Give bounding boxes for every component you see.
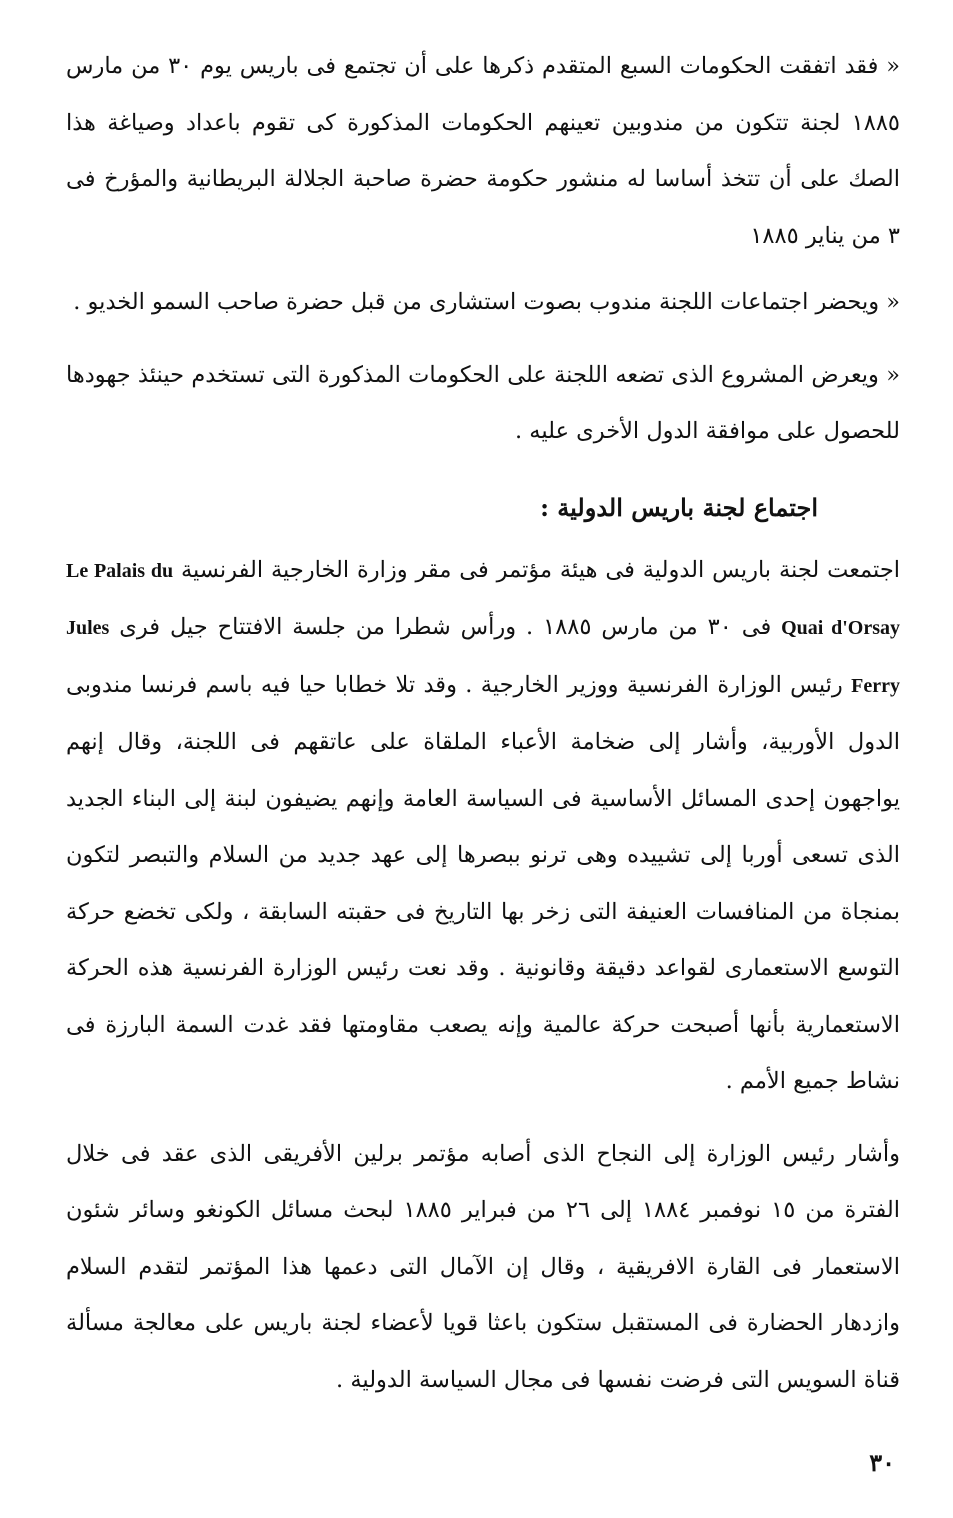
latin-term-quai-dorsay: Le Palais du Quai d'Orsay — [66, 559, 901, 639]
quote-paragraph-1: « فقد اتفقت الحكومات السبع المتقدم ذكرها على أن تجتمع فى باريس يوم ٣٠ من مارس ١٨٨٥ لجنة تتكون من مندوبين تعينهم الحكومات المذكورة كى تقوم باعداد وصياغة هذا الصك على أن تتخذ أساسا له منشور حكومة حضرة صاحبة الجلالة البريطانية والمؤرخ فى ٣ من يناير ١٨٨٥ — [66, 53, 900, 249]
page-body — [66, 38, 900, 1408]
latin-term-jules-ferry: Jules Ferry — [66, 617, 900, 697]
quote-paragraph-2: « ويحضر اجتماعات اللجنة مندوب بصوت استشارى من قبل حضرة صاحب السمو الخديو . — [73, 289, 900, 315]
page-number: ٣٠ — [869, 1448, 895, 1477]
body-paragraph-1-part-b: فى ٣٠ من مارس ١٨٨٥ . ورأس شطرا من جلسة الافتتاح جيل فرى — [119, 614, 772, 640]
body-paragraph-1-part-a: اجتمعت لجنة باريس الدولية فى هيئة مؤتمر فى مقر وزارة الخارجية الفرنسية — [180, 556, 901, 583]
quote-paragraph-3: « ويعرض المشروع الذى تضعه اللجنة على الحكومات المذكورة التى تستخدم حينئذ جهودها للحصول على موافقة الدول الأخرى عليه . — [66, 361, 900, 444]
body-paragraph-2: وأشار رئيس الوزارة إلى النجاح الذى أصابه مؤتمر برلين الأفريقى الذى عقد فى خلال الفترة من ١٥ نوفمبر ١٨٨٤ إلى ٢٦ من فبراير ١٨٨٥ لبحث مسائل الكونغو وسائر شئون الاستعمار فى القارة الافريقية ، وقال إن الآمال التى دعمها هذا المؤتمر لتقدم السلام وازدهار الحضارة فى المستقبل ستكون باعثا قويا لأعضاء لجنة باريس على معالجة مسألة قناة السويس التى فرضت نفسها فى مجال السياسة الدولية . — [66, 1140, 900, 1393]
body-paragraph-1 — [66, 542, 900, 1110]
body-paragraph-1-part-c: رئيس الوزارة الفرنسية ووزير الخارجية . وقد تلا خطابا حيا فيه باسم فرنسا مندوبى الدول الأوربية، وأشار إلى ضخامة الأعباء الملقاة على عاتقهم فى اللجنة، وقال إنهم يواجهون إحدى المسائل الأساسية فى السياسة العامة وإنهم يضيفون لبنة إلى البناء الجديد الذى تسعى أوربا إلى تشييده وهى ترنو ببصرها إلى عهد جديد من السلام والتبصر لتكون بمنجاة من المنافسات العنيفة التى زخر بها التاريخ فى حقبته السابقة ، ولكى تخضع حركة التوسع الاستعمارى لقواعد دقيقة وقانونية . وقد نعت رئيس الوزارة الفرنسية هذه الحركة الاستعمارية بأنها أصبحت حركة عالمية وإنه يصعب مقاومتها فقد غدت السمة البارزة فى نشاط جميع الأمم . — [66, 671, 900, 1094]
section-heading: اجتماع لجنة باريس الدولية : — [540, 492, 818, 522]
